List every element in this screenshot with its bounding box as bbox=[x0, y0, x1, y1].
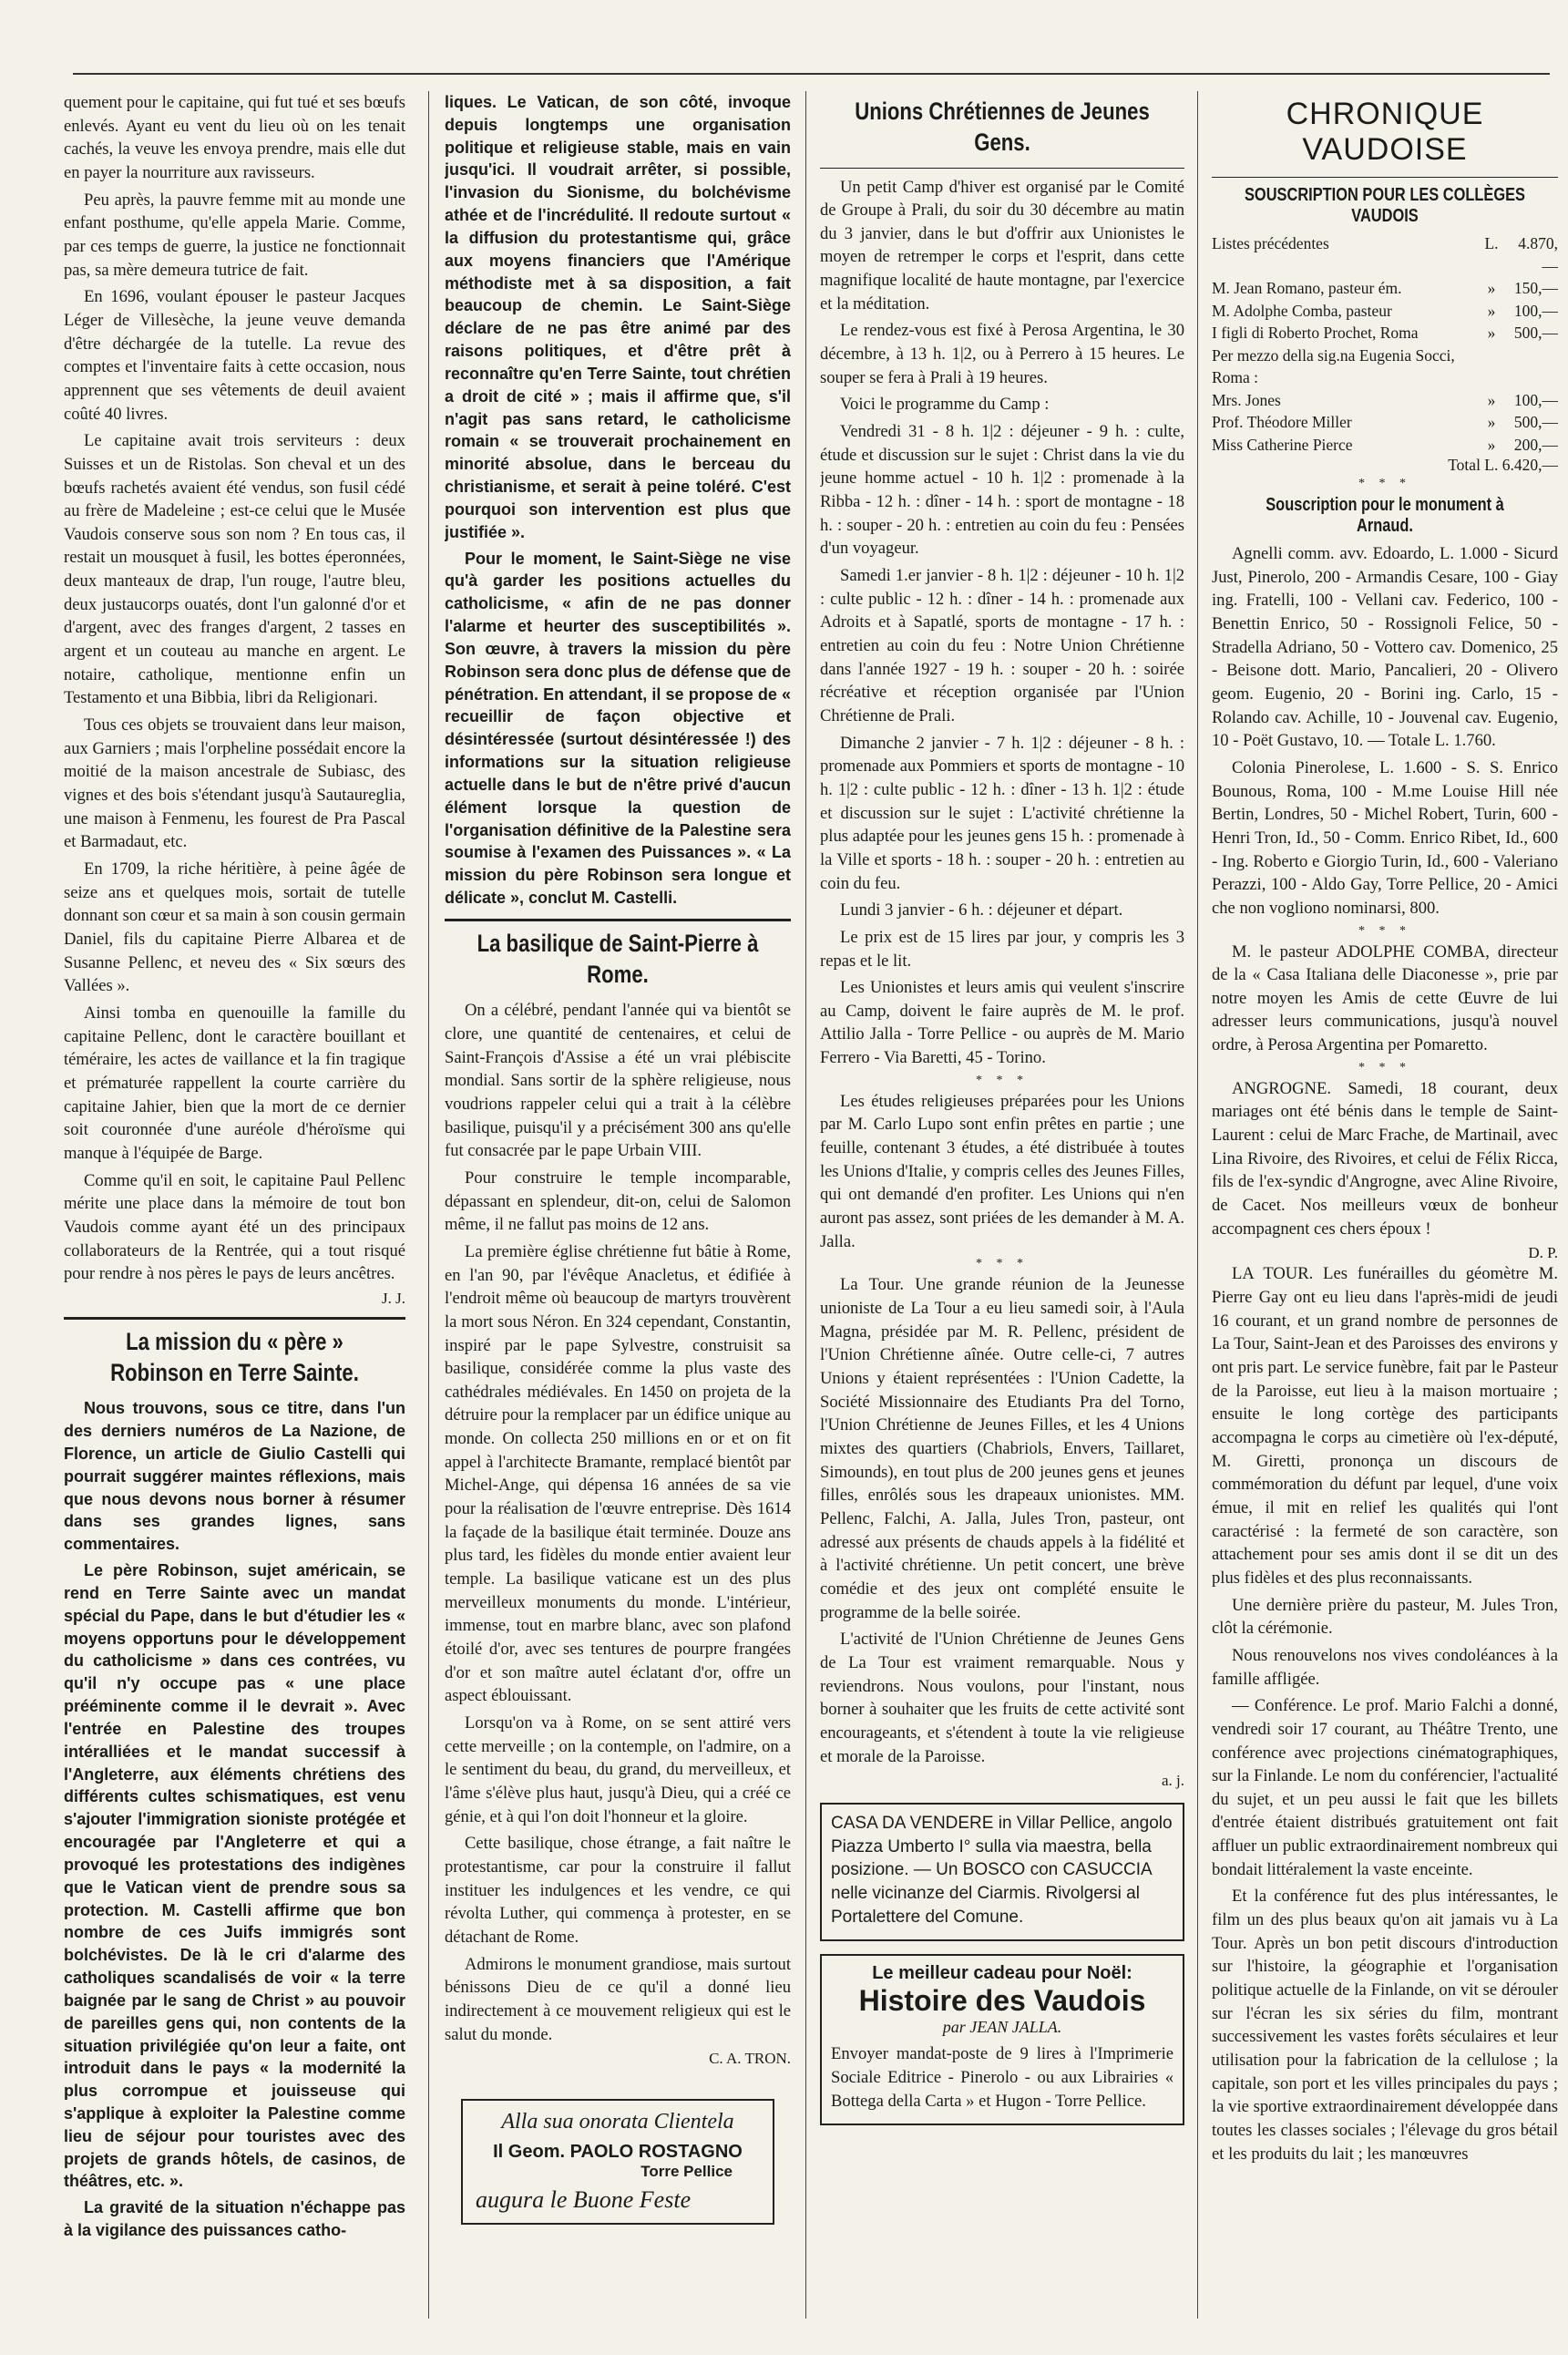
paragraph: L'activité de l'Union Chrétienne de Jeunes Gens de La Tour est vraiment remarquable. Nous y reviendrons. Nous voulons, pour l'instant, nous borner à souhaiter que les fruits de cette activité sont encourageants, et s'étendent à toute la vie religieuse et morale de la Paroisse. bbox=[820, 1630, 1184, 1766]
paragraph: Le père Robinson, sujet américain, se rend en Terre Sainte avec un mandat spécial du Pape, dans le but d'étudier les « moyens opportuns pour le développement du catholicisme » dans ces contrées, vu qu'il n'y occupe pas « une place prééminente comme il le devrait ». Avec l'entrée en Palestine des troupes intéralliées et le mandat successif à l'Angleterre, aux éléments chrétiens des différents cultes schismatiques, est venu s'ajouter l'immigration sioniste protégée et encouragée par l'Angleterre et qui a provoqué les protestations des indigènes que le Vatican vient de prendre sous sa protection. M. Castelli affirme que bon nombre de ces Juifs immigrés sont bolchévistes. De là le cri d'alarme des catholiques scandalisés de voir « la terre baignée par le sang de Christ » au pouvoir de pareilles gens qui, non contents de la situation privilégiée qu'on leur a faite, ont introduit dans le pays « la modernité la plus corrompue et jouisseuse qui s'applique à exploiter la Palestine comme lieu de séjour pour touristes avec des projets de grands hôtels, de casinos, de théâtres, etc. ». bbox=[64, 1561, 405, 2191]
paragraph: Lorsqu'on va à Rome, on se sent attiré vers cette merveille ; on la contemple, on l'admire, on a le sentiment du beau, du grand, du merveilleux, et l'âme s'élève plus haut, jusqu'à Dieu, qui a créé ce génie, et à qui l'on doit l'honneur et la gloire. bbox=[445, 1713, 791, 1826]
house-for-sale-advert bbox=[820, 1803, 1184, 1941]
paragraph: En 1696, voulant épouser le pasteur Jacques Léger de Villesèche, la jeune veuve demanda d'être déchargée de la tutelle. La revue des comptes et l'inventaire faits à cette occasion, nous apprennent que ses vêtements de deuil avaient coûté 40 livres. bbox=[64, 287, 405, 424]
subscription-q: L. bbox=[1484, 234, 1499, 252]
subscription-row bbox=[1212, 345, 1558, 389]
subscription-total: Total L. 6.420,— bbox=[1448, 456, 1558, 474]
subscription-q: » bbox=[1487, 390, 1496, 409]
paragraph: La première église chrétienne fut bâtie à Rome, en l'an 90, par l'évêque Anacletus, et édifiée à l'endroit même où beaucoup de martyrs trouvèrent la mort sous Néron. En 324 cependant, Constantin, inspiré par le pape Sylvestre, construisit sa basilique, considérée comme la plus vaste des cathédrales médiévales. En 1450 on projeta de la détruire pour la remplacer par un édifice unique au monde. On collecta 250 millions en or et on fit appel à l'architecte Bramante, remplacé bientôt par Michel-Ange, qui dépensa 16 années de sa vie pour la réalisation de l'œuvre entreprise. Dès 1614 la façade de la basilique était terminée. Douze ans plus tard, les fidèles du monde entier avaient leur temple. La basilique vaticane est un des plus merveilleux monuments du monde. L'intérieur, immense, tout en marbre blanc, avec son plafond étoilé d'or, avec ses tentures de pourpre frangées d'or et son maître autel éclatant d'or, offre un aspect éblouissant. bbox=[445, 1241, 791, 1706]
paragraph: M. le pasteur ADOLPHE COMBA, directeur de la « Casa Italiana delle Diaconesse », prie par notre moyen les Amis de cette Œuvre de lui adresser leurs communications, jusqu'à nouvel ordre, à Perosa Argentina per Pomaretto. bbox=[1212, 941, 1558, 1055]
paragraph: Dimanche 2 janvier - 7 h. 1|2 : déjeuner - 8 h. : promenade aux Pommiers et sports de montagne - 10 h. 1|2 : culte public - 12 h. : dîner - 13 h. 1|2 : étude et discussion sur le sujet : L'activité chrétienne la plus adaptée pour les jeunes gens 15 h. : promenade à la Ville et sports - 18 h. : souper - 20 h. : entretien au coin du feu. bbox=[820, 733, 1184, 893]
paragraph: Les études religieuses préparées pour les Unions par M. Carlo Lupo sont enfin prêtes en partie ; une feuille, contenant 3 études, a été distribuée à toutes les Unions d'Italie, y compris celles des Jeunes Filles, qui ont demandé d'en profiter. Les Unions qui n'en auront pas assez, sont priées de les demander à M. A. Jalla. bbox=[820, 1091, 1184, 1251]
paragraph: On a célébré, pendant l'année qui va bientôt se clore, une quantité de centenaires, et celui de Saint-François d'Assise a été un vrai plébiscite mondial. Sans sortir de la sphère religieuse, nous voudrions rappeler celui qui a trait à la célèbre basilique, puisqu'il y a précisément 300 ans qu'elle fut consacrée par le pape Urbain VIII. bbox=[445, 1001, 791, 1161]
column-divider bbox=[805, 91, 806, 2319]
top-rule bbox=[73, 73, 1550, 75]
subscription-amt: 500,— bbox=[1513, 413, 1558, 431]
subscription-name: Miss Catherine Pierce bbox=[1212, 435, 1353, 454]
paragraph: Voici le programme du Camp : bbox=[840, 395, 1050, 415]
subscription-name: M. Jean Romano, pasteur ém. bbox=[1212, 279, 1402, 297]
section-stars: * * * bbox=[976, 1257, 1029, 1271]
paragraph: Nous renouvelons nos vives condoléances à la famille affligée. bbox=[1212, 1645, 1558, 1689]
section-stars: * * * bbox=[1358, 477, 1411, 490]
subscription-title: Souscription pour le monument à Arnaud. bbox=[1266, 495, 1504, 536]
article-signature: J. J. bbox=[382, 1289, 405, 1307]
greeting-advert bbox=[461, 2099, 774, 2225]
column-4 bbox=[1212, 91, 1558, 2319]
column-divider bbox=[1197, 91, 1198, 2319]
paragraph: Colonia Pinerolese, L. 1.600 - S. S. Enrico Bounous, Roma, 100 - M.me Louise Hill née Bertin, Londres, 50 - Michel Robert, Turin, 600 - Henri Tron, Id., 50 - Comm. Enrico Ribet, Id., 600 - Ing. Roberto e Giorgio Turin, Id., 600 - Valeriano Perazzi, 100 - Aldo Gay, Torre Pellice, 20 - Amici che non vogliono nominarsi, 800. bbox=[1212, 757, 1558, 918]
subscription-title: SOUSCRIPTION POUR LES COLLÈGES VAUDOIS bbox=[1244, 185, 1525, 226]
paragraph: Pour construire le temple incomparable, dépassant en splendeur, dit-on, celui de Salomon même, il ne fallut pas moins de 12 ans. bbox=[445, 1167, 791, 1235]
article-divider bbox=[64, 1317, 405, 1320]
subscription-row bbox=[1212, 389, 1558, 412]
paragraph: Et la conférence fut des plus intéressantes, le film un des plus beaux qu'on ait jamais vu à La Tour. Après un bon petit discours d'introduction sur l'histoire, la géographie et l'organisation politique actuelle de la Finlande, on vit se dérouler sur l'écran les six séries du film, montrant successivement les vastes forêts séculaires et leur utilisation pour la fabrication de la cellulose ; la capitale, son port et les villes principales du pays ; la vie sportive extraordinairement développée dans toutes les classes sociales ; l'élevage du gros bétail et les produits du lait ; les manœuvres bbox=[1212, 1887, 1558, 2164]
subscription-name: Mrs. Jones bbox=[1212, 390, 1281, 409]
paragraph: — Conférence. Le prof. Mario Falchi a donné, vendredi soir 17 courant, au Théâtre Trento, une conférence avec projections cinématographiques, sur la Finlande. Le nom du conférencier, l'actualité du sujet, et un peu aussi le fait que les billets d'entrée étaient distribués gratuitement ont fait affluer un public extraordinairement nombreux qui bondait littéralement la vaste enceinte. bbox=[1212, 1696, 1558, 1879]
paragraph: LA TOUR. Les funérailles du géomètre M. Pierre Gay ont eu lieu dans l'après-midi de jeudi 16 courant, et un grand nombre de personnes de La Tour, Saint-Jean et des Paroisses des environs y ont pris part. Le service funèbre, fait par le Pasteur de la Paroisse, eut lieu à la maison mortuaire ; ensuite le long cortège des participants accompagna le corps au cimetière où l'ex-député, M. Giretti, prononça un discours de commémoration du défunt par lequel, d'une voix émue, il mit en relief les qualités qui l'ont caractérisé : la fermeté de son caractère, son attachement pour ses amis dont il se dit un des plus fidèles et des plus reconnaissants. bbox=[1212, 1264, 1558, 1588]
section-stars: * * * bbox=[1358, 1060, 1411, 1075]
paragraph: quement pour le capitaine, qui fut tué et ses bœufs enlevés. Ayant eu vent du lieu où on les tenait cachés, la veuve les envoya prendre, mais elle dut en payer la nourriture aux ravisseurs. bbox=[64, 93, 405, 182]
subscription-amt bbox=[1503, 345, 1558, 389]
subscription-q: » bbox=[1487, 413, 1496, 431]
subscription-table bbox=[1212, 232, 1558, 456]
column-3 bbox=[820, 91, 1184, 2319]
subscription-row bbox=[1212, 411, 1558, 434]
paragraph: ANGROGNE. Samedi, 18 courant, deux mariages ont été bénis dans le temple de Saint-Laurent : celui de Marc Frache, de Martinail, avec Lina Rivoire, des Rivoires, et celui de Félix Ricca, fils de l'ex-syndic d'Angrogne, avec Aline Rivoire, de Cacet. Nos meilleurs vœux de bonheur accompagnent ces chers époux ! bbox=[1212, 1078, 1558, 1239]
subscription-name: I figli di Roberto Prochet, Roma bbox=[1212, 324, 1419, 342]
subscription-amt: 4.870,— bbox=[1518, 234, 1558, 275]
paragraph: Nous trouvons, sous ce titre, dans l'un des derniers numéros de La Nazione, de Florence, un article de Giulio Castelli qui pourrait suggérer maintes réflexions, mais que nous devons nous borner à résumer dans ses grandes lignes, sans commentaires. bbox=[64, 1399, 405, 1554]
paragraph: La Tour. Une grande réunion de la Jeunesse unioniste de La Tour a eu lieu samedi soir, à l'Aula Magna, présidée par M. R. Pellenc, président de l'Union Chrétienne aînée. Outre celle-ci, 7 autres Unions y étaient représentées : l'Union Cadette, la Société Missionnaire des Etudiants Pra del Torno, l'Union Chrétienne de Jeunes Filles, et les 4 Unions mixtes des quartiers (Chabriols, Envers, Taillaret, Simounds), en tout plus de 200 jeunes gens et jeunes filles, enrôlés sous les drapeaux unionistes. MM. Pellenc, Falchi, A. Jalla, Jules Tron, pasteur, ont adressé aux présents de chauds appels à la fidélité et à l'activité chrétienne. Un petit concert, une brève comédie et des jeux ont complété ensuite le programme de la belle soirée. bbox=[820, 1275, 1184, 1622]
paragraph: Agnelli comm. avv. Edoardo, L. 1.000 - Sicurd Just, Pinerolo, 200 - Armandis Cesare, 100 - Giay ing. Fratelli, 100 - Vellani cav. Federico, 100 - Benettin Enrico, 50 - Rossignoli Felice, 50 - Stradella Adriano, 50 - Vottero cav. Domenico, 25 - Beisone dott. Mario, Pancalieri, 20 - Olivero geom. Eugenio, 20 - Borini ing. Carlo, 15 - Rolando cav. Achille, 10 - Jouvenal cav. Eugenio, 10 - Poët Gustavo, 10. — Totale L. 1.760. bbox=[1212, 544, 1558, 751]
paragraph: Peu après, la pauvre femme mit au monde une enfant posthume, qu'elle appela Marie. Comme, par ces temps de guerre, la justice ne fonctionnait pas, sa mère demeura tutrice de fait. bbox=[64, 190, 405, 280]
column-1 bbox=[64, 91, 405, 2319]
title-rule bbox=[1212, 177, 1558, 178]
paragraph: La gravité de la situation n'échappe pas à la vigilance des puissances catho- bbox=[64, 2198, 405, 2240]
article-title: La mission du « père » Robinson en Terre Sainte. bbox=[110, 1327, 359, 1386]
paragraph: Ainsi tomba en quenouille la famille du capitaine Pellenc, dont le caractère bouillant et téméraire, les actes de vaillance et la fin tragique et prématurée rappellent la courte carrière du capitaine Jahier, bien que la mort de ce dernier soit couronnée d'une auréole d'héroïsme qui manque à l'équipée de Barge. bbox=[64, 1003, 405, 1163]
subscription-amt: 200,— bbox=[1513, 435, 1558, 454]
greeting-top: Alla sua onorata Clientela bbox=[501, 2110, 734, 2134]
section-stars: * * * bbox=[976, 1073, 1029, 1087]
paragraph: Lundi 3 janvier - 6 h. : déjeuner et départ. bbox=[840, 900, 1123, 920]
advert-text: CASA DA VENDERE in Villar Pellice, angolo Piazza Umberto I° sulla via maestra, bella posizione. — Un BOSCO con CASUCCIA nelle vicinanze del Ciarmis. Rivolgersi al Portalettere del Comune. bbox=[831, 1814, 1173, 1927]
paragraph: Le capitaine avait trois serviteurs : deux Suisses et un de Ristolas. Son cheval et un des bœufs rachetés avaient été vendus, son fusil cédé au frère de Madeleine ; est-ce celui que le Musée Vaudois conserve sous son nom ? En tous cas, il restait un mousquet à fusil, les bottes éperonnées, deux manteaux de drap, l'un rouge, l'autre bleu, deux justaucorps ouatés, dont l'un galonné d'or et d'argent, avec des franges d'argent, 2 tasses en argent et un couteau au manche en argent. Le notaire, catholique, mentionne enfin un Testamento et una Bibbia, libri da Religionari. bbox=[64, 431, 405, 708]
paragraph: Un petit Camp d'hiver est organisé par le Comité de Groupe à Prali, du soir du 30 décembre au matin du 3 janvier, dans le but d'offrir aux Unionistes le moyen de retremper le corps et l'esprit, dans cette magnifique localité de haute montagne, par l'exercice et la méditation. bbox=[820, 177, 1184, 314]
paragraph: Admirons le monument grandiose, mais surtout bénissons Dieu de ce qu'il a donné lieu indirectement à ce mouvement religieux qui est le salut du monde. bbox=[445, 1954, 791, 2044]
subscription-name: Per mezzo della sig.na Eugenia Socci, Roma : bbox=[1212, 345, 1455, 386]
paragraph: Vendredi 31 - 8 h. 1|2 : déjeuner - 9 h. : culte, étude et discussion sur le sujet : Christ dans la vie du jeune homme actuel - 10 h. 1|2 : promenade à la Ribba - 12 h. : dîner - 14 h. : sport de montagne - 18 h. : souper - 20 h. : entretien au coin du feu : Pensées d'un voyageur. bbox=[820, 422, 1184, 559]
paragraph: liques. Le Vatican, de son côté, invoque depuis longtemps une organisation politique et religieuse stable, mais en vain jusqu'ici. Il voudrait arrêter, si possible, l'invasion du Sionisme, du bolchévisme athée et de l'incrédulité. Il redoute surtout « la diffusion du protestantisme qui, grâce aux moyens financiers que l'Amérique méthodiste met à sa disposition, a fait beaucoup de chemin. Le Saint-Siège déclare de ne pas être animé par des raisons politiques, et d'être prêt à reconnaître qu'en Terre Sainte, tout chrétien a droit de cité » ; mais il affirme que, s'il n'agit pas sans retard, le catholicisme romain « se trouverait prochainement en minorité absolue, dans le berceau du christianisme, et serait à peine toléré. C'est pourquoi son intervention est plus que justifiée ». bbox=[445, 93, 791, 541]
advert-text: Envoyer mandat-poste de 9 lires à l'Imprimerie Sociale Editrice - Pinerolo - ou aux Librairies « Bottega della Carta » et Hugon - Torre Pellice. bbox=[831, 2044, 1173, 2111]
advert-author: par JEAN JALLA. bbox=[942, 2018, 1062, 2037]
paragraph: Cette basilique, chose étrange, a fait naître le protestantisme, car pour la construire il fallut instituer les indulgences et les vendre, ce qui révolta Luther, qui commença à protester, en se détachant de Rome. bbox=[445, 1834, 791, 1947]
column-divider bbox=[428, 91, 429, 2319]
article-signature: C. A. TRON. bbox=[709, 2050, 791, 2068]
subscription-row bbox=[1212, 300, 1558, 323]
subscription-amt: 100,— bbox=[1513, 301, 1558, 320]
subscription-name: Listes précédentes bbox=[1212, 234, 1329, 252]
article-signature: D. P. bbox=[1528, 1244, 1558, 1262]
article-title: Unions Chrétiennes de Jeunes Gens. bbox=[855, 98, 1150, 156]
paragraph: En 1709, la riche héritière, à peine âgée de seize ans et quelques mois, sortait de tutelle donnant son cœur et sa main à son cousin germain Daniel, fils du capitaine Pierre Albarea et de Susanne Pellenc, et neveu des « Six sœurs des Vallées ». bbox=[64, 859, 405, 996]
subscription-amt: 500,— bbox=[1513, 324, 1558, 342]
paragraph: Pour le moment, le Saint-Siège ne vise qu'à garder les positions actuelles du catholicisme, « afin de ne pas donner l'alarme et heurter des susceptibilités ». Son œuvre, à travers la mission du père Robinson sera donc plus de défense que de pénétration. En attendant, il se propose de « recueillir de façon objective et désintéressée (surtout désintéressée !) des informations sur la situation religieuse actuelle dans le but de n'être privé d'aucun élément lorsque la question de l'organisation définitive de la Palestine sera soumise à l'examen des Puissances ». « La mission du père Robinson sera longue et délicate », conclut M. Castelli. bbox=[445, 549, 791, 907]
subscription-q: » bbox=[1487, 301, 1496, 320]
paragraph: Samedi 1.er janvier - 8 h. 1|2 : déjeuner - 10 h. 1|2 : culte public - 12 h. : dîner - 14 h. : promenade aux Adroits et à Sapatlé, sports de montagne - 17 h. : entretien au coin du feu : Notre Union Chrétienne dans l'année 1927 - 19 h. : souper - 20 h. : soirée récréative et réception organisée par l'Union Chrétienne de Prali. bbox=[820, 566, 1184, 725]
paragraph: Les Unionistes et leurs amis qui veulent s'inscrire au Camp, doivent le faire auprès de M. le prof. Attilio Jalla - Torre Pellice - ou auprès de M. Mario Ferrero - Via Baretti, 45 - Torino. bbox=[820, 978, 1184, 1068]
subscription-q: » bbox=[1487, 279, 1496, 297]
subscription-row bbox=[1212, 277, 1558, 300]
section-title: CHRONIQUE VAUDOISE bbox=[1286, 97, 1484, 167]
article-divider bbox=[445, 919, 791, 921]
paragraph: Le prix est de 15 lires par jour, y compris les 3 repas et le lit. bbox=[820, 927, 1184, 971]
subscription-name: M. Adolphe Comba, pasteur bbox=[1212, 301, 1392, 320]
paragraph: Comme qu'il en soit, le capitaine Paul Pellenc mérite une place dans la mémoire de tout bon Vaudois comme ayant été un des principaux collaborateurs de la Rentrée, qui a tout risqué pour rendre à nos pères le pays de leurs ancêtres. bbox=[64, 1170, 405, 1284]
section-stars: * * * bbox=[1358, 923, 1411, 938]
paragraph: Une dernière prière du pasteur, M. Jules Tron, clôt la cérémonie. bbox=[1212, 1595, 1558, 1639]
subscription-amt: 150,— bbox=[1513, 279, 1558, 297]
greeting-place: Torre Pellice bbox=[641, 2163, 733, 2181]
subscription-q: » bbox=[1487, 435, 1496, 454]
advert-heading: Le meilleur cadeau pour Noël: bbox=[872, 1963, 1132, 1984]
title-rule bbox=[820, 168, 1184, 169]
paragraph: Tous ces objets se trouvaient dans leur maison, aux Garniers ; mais l'orpheline possédait encore la moitié de la maison ancestrale de Subiasc, des vignes et des bois s'étendant jusqu'à Sautaureglia, une maison à Fenmenu, les fourest de Pra Pascal et Barmadaut, etc. bbox=[64, 715, 405, 852]
greeting-name: Il Geom. PAOLO ROSTAGNO bbox=[493, 2142, 743, 2163]
book-advert bbox=[820, 1954, 1184, 2125]
subscription-row bbox=[1212, 232, 1558, 277]
column-2 bbox=[445, 91, 791, 2319]
subscription-q bbox=[1480, 345, 1503, 389]
article-signature: a. j. bbox=[1161, 1772, 1184, 1790]
subscription-name: Prof. Théodore Miller bbox=[1212, 413, 1352, 431]
subscription-row bbox=[1212, 434, 1558, 457]
subscription-amt: 100,— bbox=[1513, 390, 1558, 409]
article-title: La basilique de Saint-Pierre à Rome. bbox=[477, 929, 759, 988]
subscription-row bbox=[1212, 322, 1558, 345]
greeting-wish: augura le Buone Feste bbox=[476, 2186, 692, 2214]
advert-book-title: Histoire des Vaudois bbox=[858, 1984, 1146, 2018]
subscription-q: » bbox=[1487, 324, 1496, 342]
paragraph: Le rendez-vous est fixé à Perosa Argentina, le 30 décembre, à 13 h. 1|2, ou à Perrero à 15 heures. Le souper se fera à Prali à 19 heures. bbox=[820, 321, 1184, 387]
